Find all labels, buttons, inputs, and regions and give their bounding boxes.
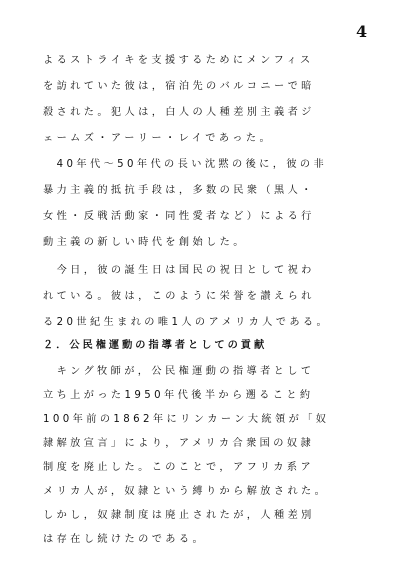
body-line: 制度を廃止した。このことで，アフリカ系ア <box>43 462 315 473</box>
body-line: を訪れていた彼は，宿泊先のバルコニーで暗 <box>43 81 315 92</box>
page-number: 4 <box>356 22 368 41</box>
body-line: 40年代～50年代の長い沈黙の後に，彼の非 <box>43 159 328 170</box>
body-line: 今日，彼の誕生日は国民の祝日として祝わ <box>43 265 315 276</box>
body-line: る20世紀生まれの唯1人のアメリカ人である。 <box>43 317 331 328</box>
body-line: 暴力主義的抵抗手段は，多数の民衆（黒人・ <box>43 185 315 196</box>
body-line: れている。彼は，このように栄誉を讃えられ <box>43 291 315 302</box>
body-line: メリカ人が，奴隷という縛りから解放された。 <box>43 486 329 497</box>
body-line: は存在し続けたのである。 <box>43 534 207 545</box>
body-line: 立ち上がった1950年代後半から遡ること約 <box>43 390 314 401</box>
body-line: 100年前の1862年にリンカーン大統領が「奴 <box>43 414 330 425</box>
body-line: 殺された。犯人は，白人の人種差別主義者ジ <box>43 107 315 118</box>
section-heading: ２．公民権運動の指導者としての貢献 <box>43 340 268 351</box>
body-line: 動主義の新しい時代を創始した。 <box>43 237 247 248</box>
body-line: ェームズ・アーリー・レイであった。 <box>43 133 274 144</box>
body-line: しかし，奴隷制度は廃止されたが，人種差別 <box>43 510 315 521</box>
body-line: 隷解放宣言」により，アメリカ合衆国の奴隷 <box>43 438 315 449</box>
body-line: キング牧師が，公民権運動の指導者として <box>43 366 315 377</box>
body-line: よるストライキを支援するためにメンフィス <box>43 55 314 66</box>
body-line: 女性・反戦活動家・同性愛者など）による行 <box>43 211 315 222</box>
